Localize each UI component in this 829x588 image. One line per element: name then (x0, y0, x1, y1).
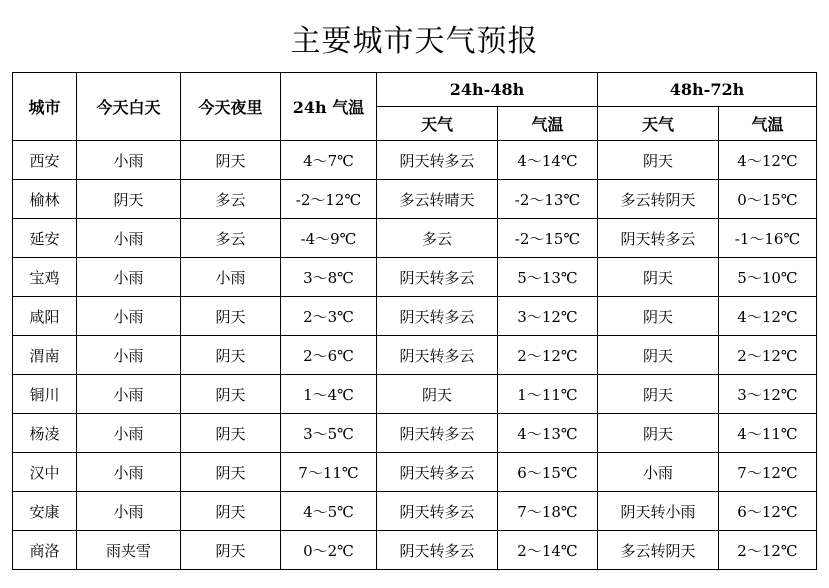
cell-72h-temp: -1～16℃ (719, 219, 817, 258)
cell-72h-temp: 5～10℃ (719, 258, 817, 297)
header-72h-temp: 气温 (719, 107, 817, 141)
cell-today-day: 小雨 (77, 414, 181, 453)
cell-48h-temp: 7～18℃ (498, 492, 598, 531)
table-row (13, 141, 817, 180)
cell-48h-temp: -2～15℃ (498, 219, 598, 258)
cell-city: 延安 (13, 219, 77, 258)
cell-72h-temp: 2～12℃ (719, 531, 817, 570)
header-48h-weather: 天气 (377, 107, 498, 141)
cell-72h-temp: 3～12℃ (719, 375, 817, 414)
cell-72h-weather: 阴天 (598, 141, 719, 180)
cell-today-day: 小雨 (77, 258, 181, 297)
header-72h-weather: 天气 (598, 107, 719, 141)
cell-72h-weather: 阴天 (598, 297, 719, 336)
cell-today-night: 多云 (181, 219, 281, 258)
cell-72h-weather: 阴天 (598, 336, 719, 375)
cell-48h-temp: 1～11℃ (498, 375, 598, 414)
cell-48h-weather: 阴天转多云 (377, 414, 498, 453)
table-row (13, 375, 817, 414)
table-row (13, 453, 817, 492)
cell-48h-temp: 2～14℃ (498, 531, 598, 570)
table-row (13, 492, 817, 531)
cell-72h-temp: 7～12℃ (719, 453, 817, 492)
cell-48h-weather: 阴天转多云 (377, 297, 498, 336)
cell-72h-weather: 阴天 (598, 375, 719, 414)
cell-today-night: 小雨 (181, 258, 281, 297)
cell-48h-temp: 2～12℃ (498, 336, 598, 375)
header-24h-48h: 24h-48h (377, 73, 598, 107)
cell-48h-weather: 阴天转多云 (377, 336, 498, 375)
cell-today-night: 阴天 (181, 531, 281, 570)
cell-today-day: 小雨 (77, 141, 181, 180)
cell-city: 咸阳 (13, 297, 77, 336)
cell-today-night: 阴天 (181, 297, 281, 336)
cell-today-day: 小雨 (77, 375, 181, 414)
cell-72h-temp: 4～12℃ (719, 297, 817, 336)
cell-48h-weather: 阴天转多云 (377, 258, 498, 297)
table-row (13, 180, 817, 219)
cell-48h-temp: -2～13℃ (498, 180, 598, 219)
cell-24h-temp: 3～8℃ (281, 258, 377, 297)
cell-48h-temp: 4～14℃ (498, 141, 598, 180)
table-row (13, 531, 817, 570)
cell-today-night: 阴天 (181, 141, 281, 180)
cell-24h-temp: 2～6℃ (281, 336, 377, 375)
table-row (13, 219, 817, 258)
cell-48h-temp: 5～13℃ (498, 258, 598, 297)
cell-48h-weather: 多云转晴天 (377, 180, 498, 219)
cell-72h-temp: 4～11℃ (719, 414, 817, 453)
cell-today-day: 雨夹雪 (77, 531, 181, 570)
cell-24h-temp: 4～7℃ (281, 141, 377, 180)
cell-72h-weather: 阴天 (598, 414, 719, 453)
table-row (13, 414, 817, 453)
table-row (13, 258, 817, 297)
cell-72h-weather: 阴天转小雨 (598, 492, 719, 531)
cell-48h-weather: 阴天转多云 (377, 531, 498, 570)
cell-city: 榆林 (13, 180, 77, 219)
cell-48h-weather: 阴天转多云 (377, 492, 498, 531)
cell-24h-temp: 4～5℃ (281, 492, 377, 531)
cell-72h-temp: 6～12℃ (719, 492, 817, 531)
cell-today-day: 小雨 (77, 453, 181, 492)
cell-48h-weather: 阴天转多云 (377, 141, 498, 180)
forecast-table (12, 72, 817, 570)
cell-72h-weather: 多云转阴天 (598, 531, 719, 570)
cell-72h-weather: 多云转阴天 (598, 180, 719, 219)
cell-24h-temp: 2～3℃ (281, 297, 377, 336)
cell-today-day: 小雨 (77, 336, 181, 375)
cell-48h-weather: 阴天转多云 (377, 453, 498, 492)
cell-72h-weather: 小雨 (598, 453, 719, 492)
cell-city: 商洛 (13, 531, 77, 570)
header-48h-72h: 48h-72h (598, 73, 817, 107)
cell-city: 渭南 (13, 336, 77, 375)
cell-city: 铜川 (13, 375, 77, 414)
cell-24h-temp: -2～12℃ (281, 180, 377, 219)
cell-48h-weather: 阴天 (377, 375, 498, 414)
cell-72h-temp: 0～15℃ (719, 180, 817, 219)
cell-48h-temp: 4～13℃ (498, 414, 598, 453)
header-row (13, 73, 817, 107)
header-today-night: 今天夜里 (181, 73, 281, 141)
cell-24h-temp: -4～9℃ (281, 219, 377, 258)
table-row (13, 297, 817, 336)
cell-today-day: 阴天 (77, 180, 181, 219)
header-24h-temp: 24h 气温 (281, 73, 377, 141)
cell-72h-temp: 2～12℃ (719, 336, 817, 375)
header-today-day: 今天白天 (77, 73, 181, 141)
cell-today-night: 阴天 (181, 492, 281, 531)
cell-today-night: 阴天 (181, 336, 281, 375)
page-title: 主要城市天气预报 (290, 24, 539, 59)
header-48h-temp: 气温 (498, 107, 598, 141)
cell-72h-weather: 阴天转多云 (598, 219, 719, 258)
header-city: 城市 (13, 73, 77, 141)
cell-24h-temp: 3～5℃ (281, 414, 377, 453)
cell-today-day: 小雨 (77, 492, 181, 531)
cell-24h-temp: 7～11℃ (281, 453, 377, 492)
cell-24h-temp: 1～4℃ (281, 375, 377, 414)
cell-48h-temp: 3～12℃ (498, 297, 598, 336)
cell-today-night: 阴天 (181, 375, 281, 414)
cell-48h-weather: 多云 (377, 219, 498, 258)
cell-city: 安康 (13, 492, 77, 531)
cell-today-night: 阴天 (181, 414, 281, 453)
cell-today-day: 小雨 (77, 219, 181, 258)
cell-today-day: 小雨 (77, 297, 181, 336)
cell-48h-temp: 6～15℃ (498, 453, 598, 492)
cell-24h-temp: 0～2℃ (281, 531, 377, 570)
table-row (13, 336, 817, 375)
cell-city: 杨凌 (13, 414, 77, 453)
cell-today-night: 阴天 (181, 453, 281, 492)
cell-city: 西安 (13, 141, 77, 180)
cell-72h-temp: 4～12℃ (719, 141, 817, 180)
cell-city: 汉中 (13, 453, 77, 492)
cell-city: 宝鸡 (13, 258, 77, 297)
cell-72h-weather: 阴天 (598, 258, 719, 297)
cell-today-night: 多云 (181, 180, 281, 219)
